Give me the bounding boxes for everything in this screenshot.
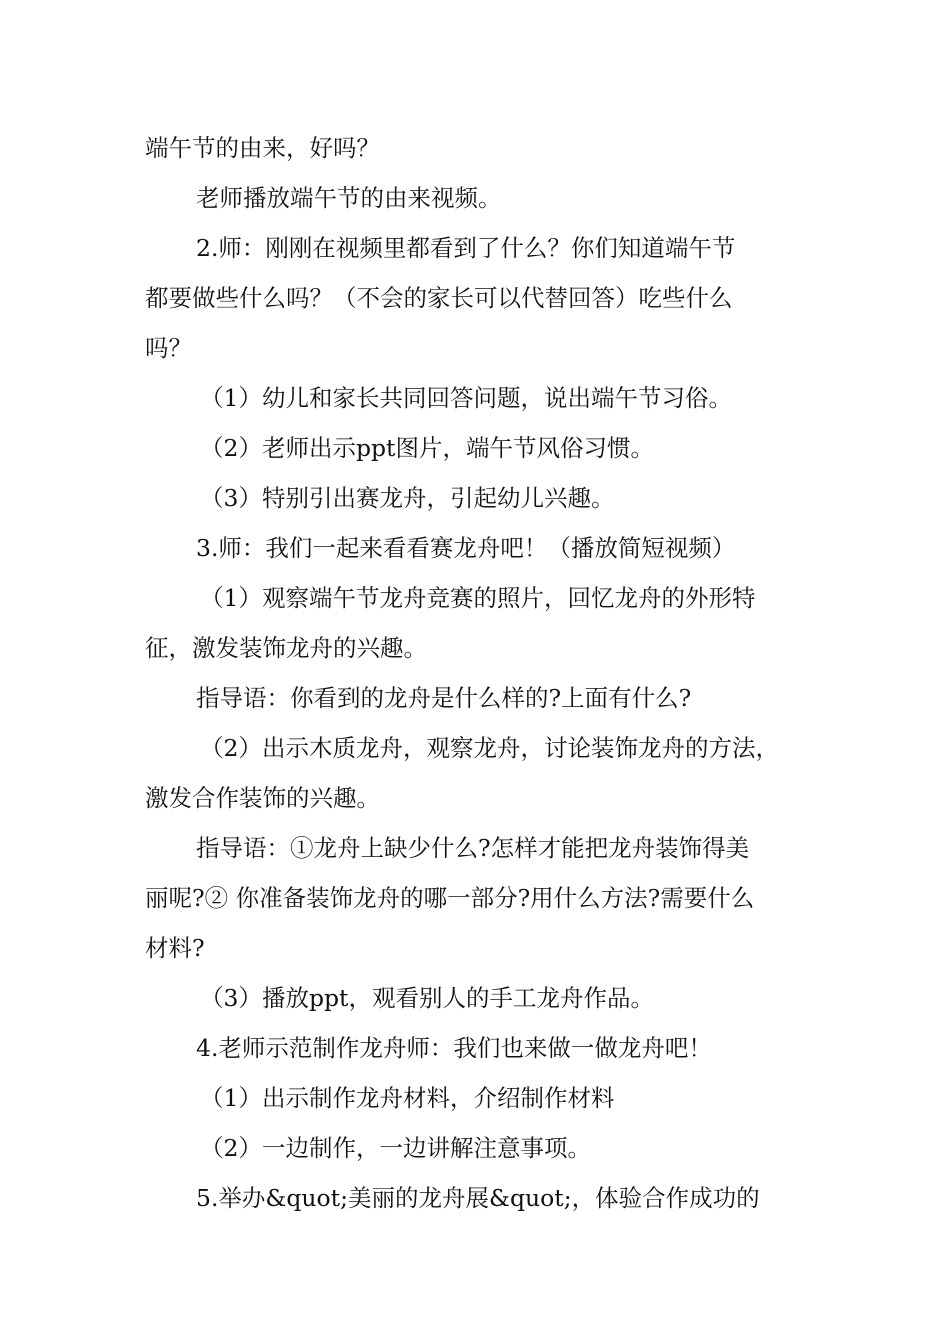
- text-line: 吗？: [145, 334, 192, 362]
- text-line: 征，激发装饰龙舟的兴趣。: [145, 634, 427, 662]
- text-line: 3.师：我们一起来看看赛龙舟吧！（播放简短视频）: [196, 534, 736, 562]
- text-line: 材料?: [145, 934, 205, 962]
- text-line: （2）老师出示ppt图片，端午节风俗习惯。: [200, 434, 654, 462]
- text-line: 端午节的由来，好吗？: [145, 134, 380, 162]
- text-line: （2）一边制作，一边讲解注意事项。: [200, 1134, 591, 1162]
- text-line: （1）幼儿和家长共同回答问题，说出端午节习俗。: [200, 384, 732, 412]
- text-line: 都要做些什么吗？（不会的家长可以代替回答）吃些什么: [145, 284, 733, 312]
- text-line: 老师播放端午节的由来视频。: [196, 184, 502, 212]
- text-line: 丽呢?② 你准备装饰龙舟的哪一部分?用什么方法?需要什么: [145, 884, 755, 912]
- text-line: （1）观察端午节龙舟竞赛的照片，回忆龙舟的外形特: [200, 584, 756, 612]
- text-line: 指导语：你看到的龙舟是什么样的?上面有什么?: [196, 684, 692, 712]
- text-line: 指导语：①龙舟上缺少什么?怎样才能把龙舟装饰得美: [196, 834, 750, 862]
- text-line: 5.举办&quot;美丽的龙舟展&quot;，体验合作成功的: [196, 1184, 760, 1212]
- text-line: 2.师：刚刚在视频里都看到了什么？你们知道端午节: [196, 234, 736, 262]
- text-line: （1）出示制作龙舟材料，介绍制作材料: [200, 1084, 615, 1112]
- text-line: （3）特别引出赛龙舟，引起幼儿兴趣。: [200, 484, 615, 512]
- text-line: 4.老师示范制作龙舟师：我们也来做一做龙舟吧！: [196, 1034, 712, 1062]
- text-line: （2）出示木质龙舟，观察龙舟，讨论装饰龙舟的方法，: [200, 734, 779, 762]
- text-line: 激发合作装饰的兴趣。: [145, 784, 380, 812]
- text-line: （3）播放ppt，观看别人的手工龙舟作品。: [200, 984, 654, 1012]
